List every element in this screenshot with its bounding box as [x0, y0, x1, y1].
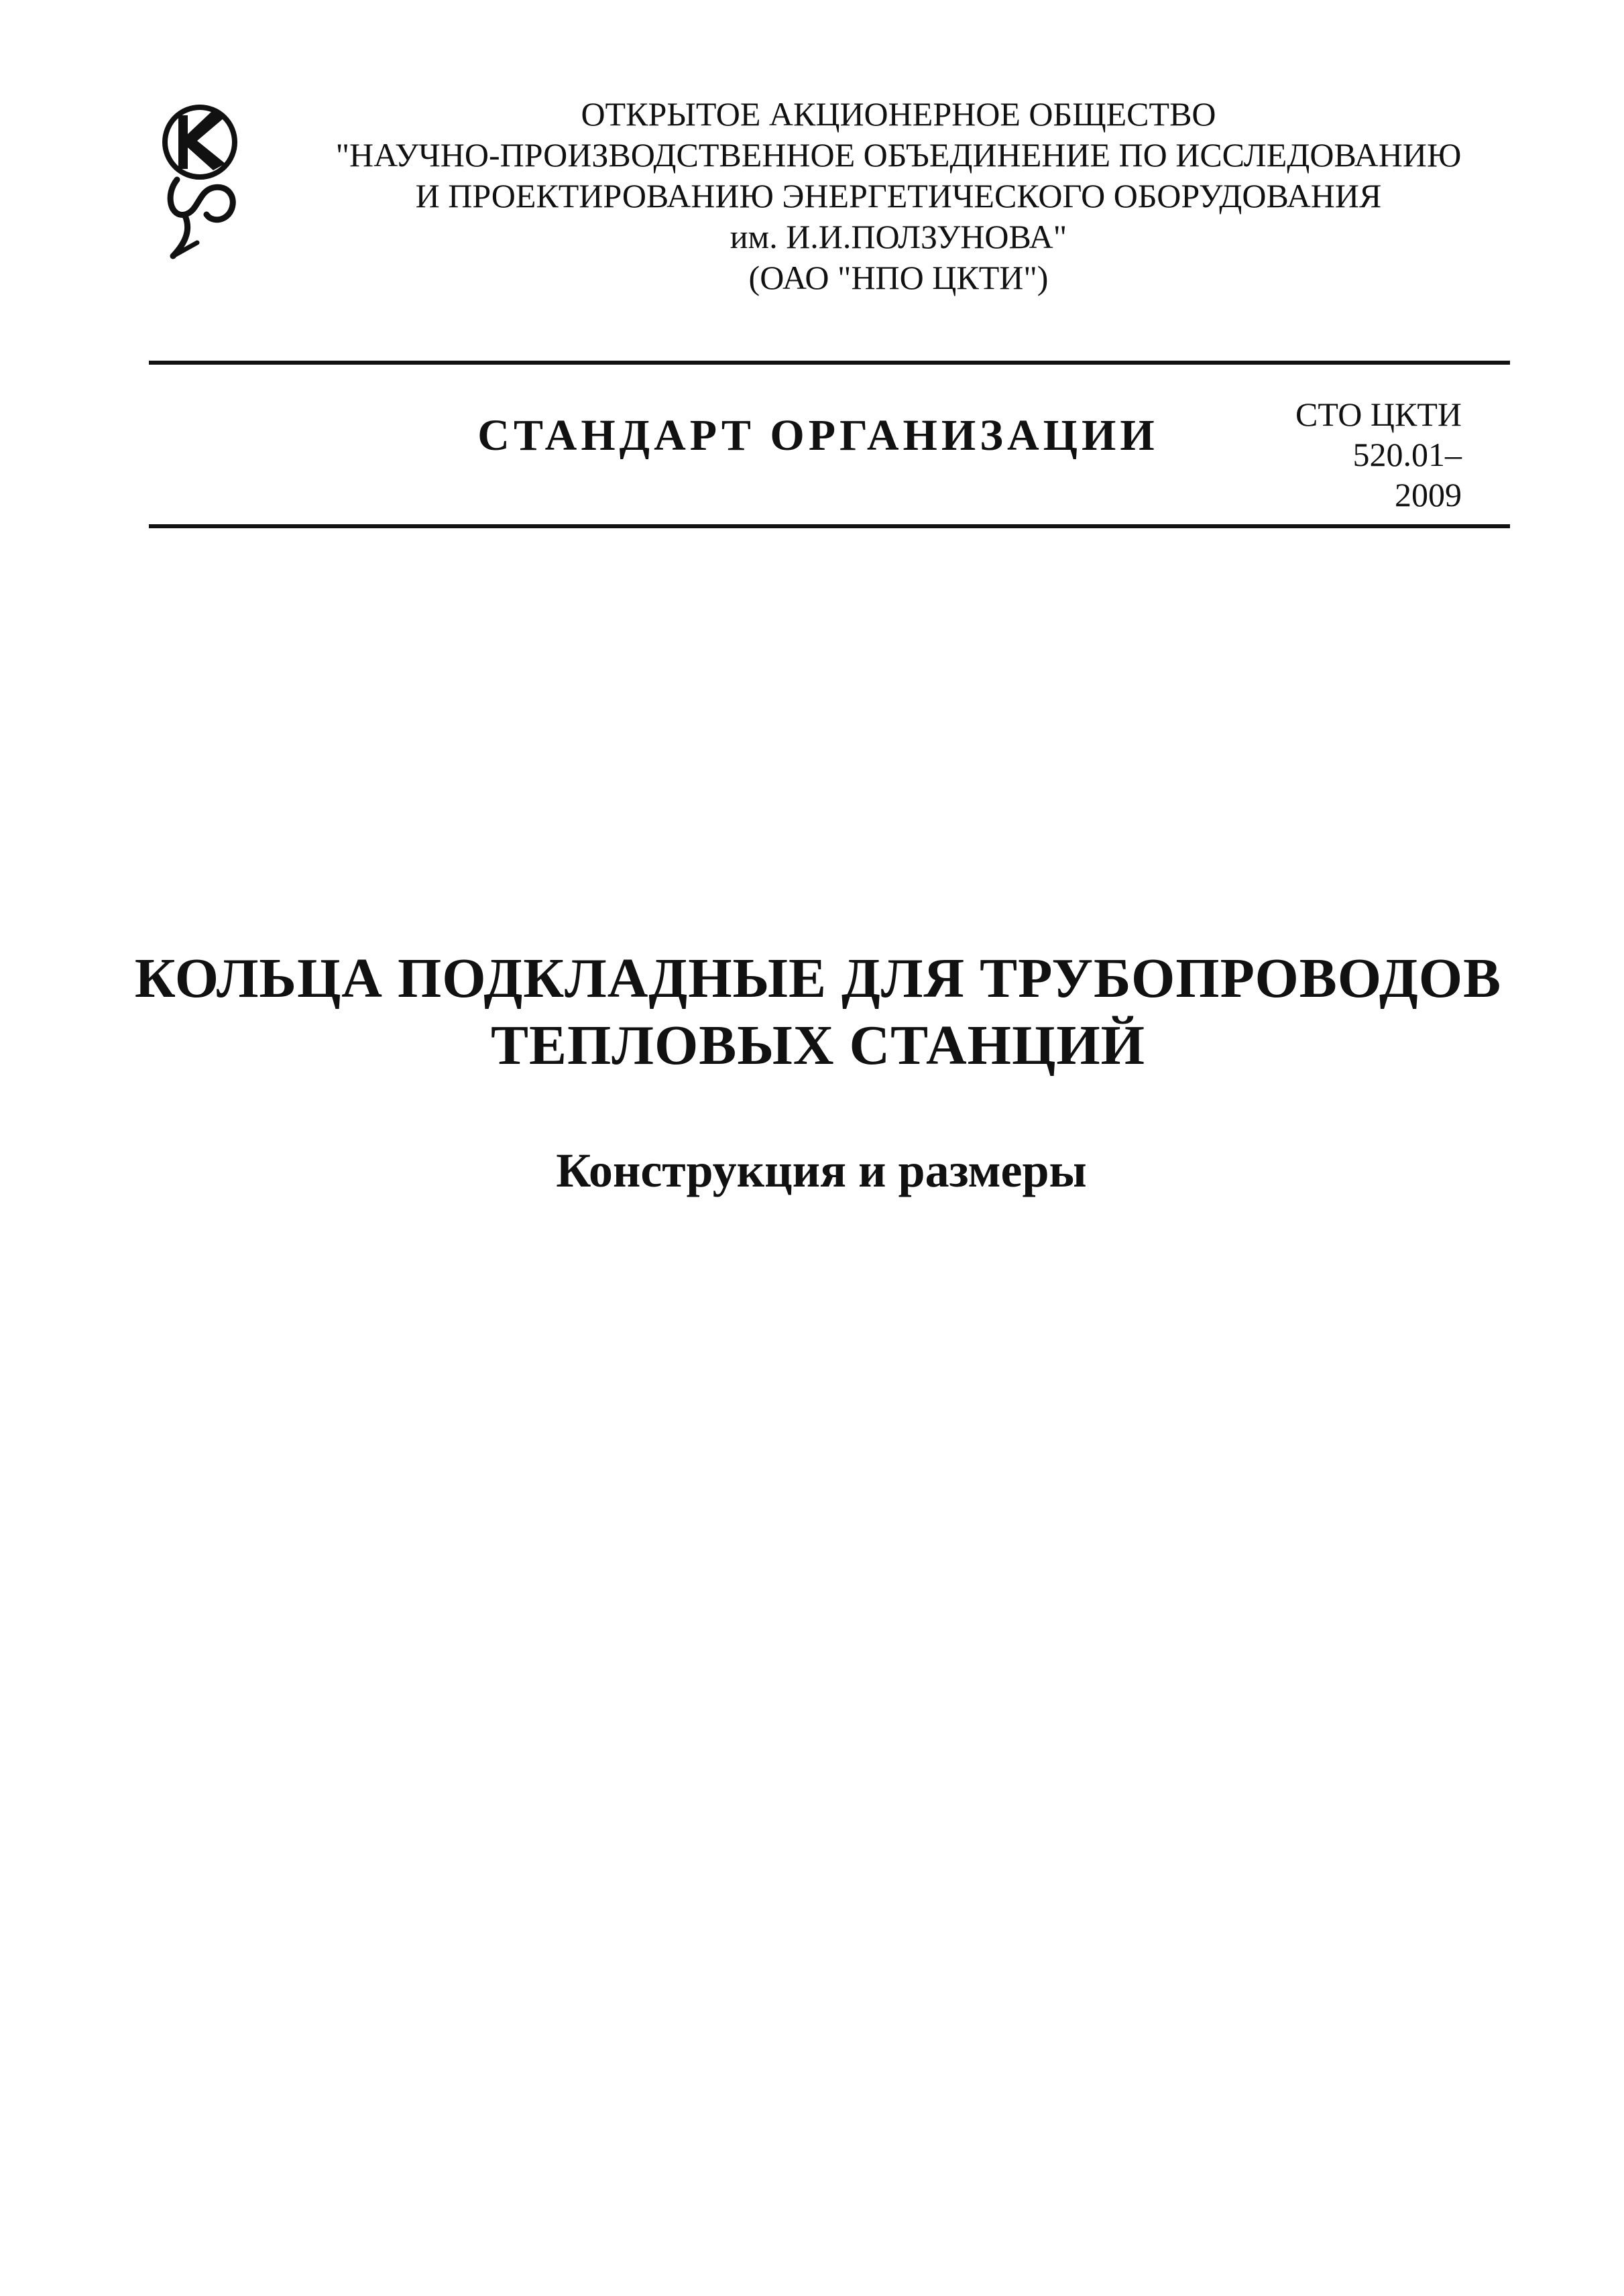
document-title	[121, 945, 1515, 1079]
standard-code-line: СТО ЦКТИ	[1295, 396, 1462, 433]
standard-title: СТАНДАРТ ОРГАНИЗАЦИИ	[477, 411, 1159, 460]
document-title-line: ТЕПЛОВЫХ СТАНЦИЙ	[490, 1014, 1145, 1077]
standard-code	[1240, 394, 1462, 515]
organization-name	[255, 94, 1542, 298]
org-line: (ОАО "НПО ЦКТИ")	[748, 259, 1049, 296]
org-line: им. И.И.ПОЛЗУНОВА"	[730, 218, 1067, 255]
org-line: ОТКРЫТОЕ АКЦИОНЕРНОЕ ОБЩЕСТВО	[581, 95, 1216, 133]
org-line: "НАУЧНО-ПРОИЗВОДСТВЕННОЕ ОБЪЕДИНЕНИЕ ПО ИССЛЕДОВАНИЮ	[335, 136, 1462, 174]
org-line: И ПРОЕКТИРОВАНИЮ ЭНЕРГЕТИЧЕСКОГО ОБОРУДОВАНИЯ	[415, 177, 1382, 215]
document-subtitle: Конструкция и размеры	[556, 1144, 1087, 1197]
document-title-line: КОЛЬЦА ПОДКЛАДНЫЕ ДЛЯ ТРУБОПРОВОДОВ	[134, 947, 1502, 1010]
ckti-logo-icon	[158, 101, 245, 261]
standard-code-line: 520.01–	[1352, 436, 1462, 473]
top-divider	[149, 361, 1510, 365]
standard-code-line: 2009	[1395, 476, 1462, 513]
bottom-divider	[149, 524, 1510, 528]
